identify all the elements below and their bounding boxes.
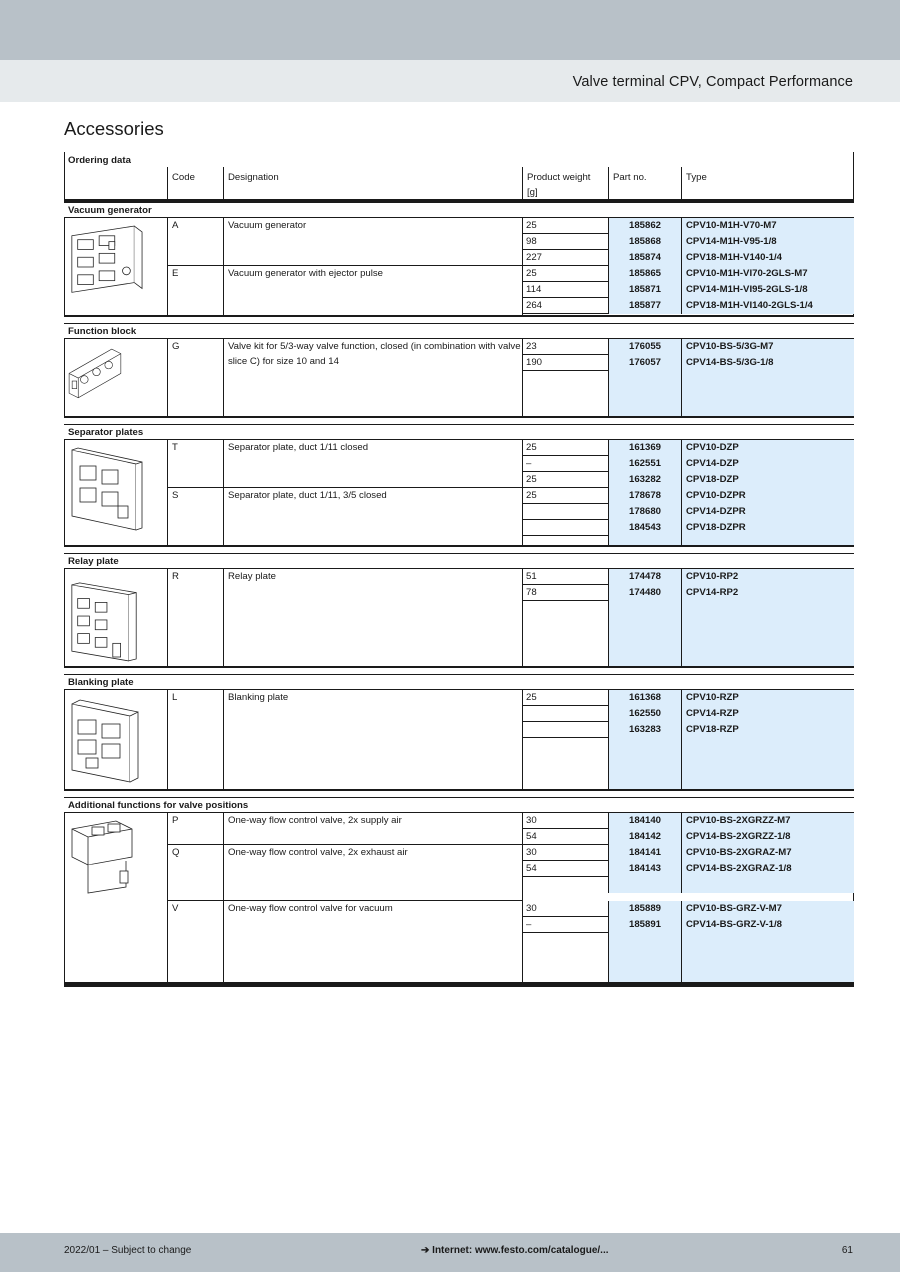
group-bottom-line (64, 545, 854, 546)
footer-date: 2022/01 – Subject to change (64, 1245, 192, 1256)
type-code: CPV14-M1H-VI95-2GLS-1/8 (681, 282, 854, 298)
part-number: 184141 (608, 845, 681, 861)
type-code: CPV14-DZP (681, 456, 854, 472)
type-code: CPV10-DZPR (681, 488, 854, 504)
part-number: 185877 (608, 298, 681, 314)
group-bottom-line (64, 789, 854, 790)
part-number: 185874 (608, 250, 681, 266)
group-title: Vacuum generator (64, 203, 854, 218)
type-code: CPV14-BS-2XGRZZ-1/8 (681, 829, 854, 845)
part-number: 176055 (608, 339, 681, 355)
table-row (522, 472, 854, 488)
page-title: Accessories (64, 118, 164, 139)
product-weight: – (526, 458, 532, 469)
table-row (522, 339, 854, 355)
group-body (64, 813, 854, 983)
column-header-weight (523, 170, 590, 200)
table-groups (64, 203, 854, 983)
column-divider (681, 371, 682, 417)
header-title: Valve terminal CPV, Compact Performance (572, 74, 853, 90)
column-divider (64, 440, 65, 546)
weight-header-line1: Product weight (527, 172, 591, 183)
part-number: 185871 (608, 282, 681, 298)
item-designation: Valve kit for 5/3-way valve function, closed (in combination with valve slice C) for size 10 and 14 (228, 341, 521, 367)
group-spacer (64, 316, 854, 324)
item-designation: One-way flow control valve, 2x supply air (228, 815, 402, 826)
product-weight: 25 (526, 692, 537, 703)
group-title: Function block (64, 324, 854, 339)
item-code: S (172, 490, 179, 501)
part-number: 185891 (608, 917, 681, 933)
item-designation: One-way flow control valve for vacuum (228, 903, 393, 914)
type-code: CPV18-DZPR (681, 520, 854, 536)
group-bottom-line (64, 666, 854, 667)
product-weight: 54 (526, 863, 537, 874)
type-code: CPV10-M1H-VI70-2GLS-M7 (681, 266, 854, 282)
group-spacer (64, 546, 854, 554)
table-row (522, 266, 854, 282)
page-number: 61 (841, 1245, 853, 1256)
group-body (64, 339, 854, 417)
group-body (64, 569, 854, 667)
part-number: 184140 (608, 813, 681, 829)
item-designation: Vacuum generator with ejector pulse (228, 268, 384, 279)
item-code: P (172, 815, 179, 826)
column-header-part-no: Part no. (613, 172, 647, 183)
part-number: 185889 (608, 901, 681, 917)
product-weight: 30 (526, 903, 537, 914)
table-row (522, 440, 854, 456)
footer-internet-link[interactable] (421, 1245, 609, 1256)
empty-cell-fill (608, 877, 854, 893)
item-code: A (172, 220, 179, 231)
type-code: CPV14-M1H-V95-1/8 (681, 234, 854, 250)
empty-cell-fill (608, 601, 854, 667)
column-divider (64, 690, 65, 790)
function-block-image (66, 343, 127, 416)
table-row (522, 901, 854, 917)
empty-cell-fill (608, 738, 854, 790)
table-row (522, 861, 854, 877)
item-code: E (172, 268, 179, 279)
table-row (522, 282, 854, 298)
part-number: 174480 (608, 585, 681, 601)
item-designation: Blanking plate (228, 692, 289, 703)
column-divider (223, 813, 224, 983)
part-number: 174478 (608, 569, 681, 585)
product-weight: 114 (526, 284, 542, 295)
item-code: G (172, 341, 180, 352)
product-weight: – (526, 919, 532, 930)
type-code: CPV10-RZP (681, 690, 854, 706)
table-row (522, 504, 854, 520)
item-designation: Relay plate (228, 571, 276, 582)
top-band (0, 0, 900, 60)
table-row (522, 488, 854, 504)
ordering-data-table (64, 152, 854, 983)
table-row (522, 298, 854, 314)
footer-url: Internet: www.festo.com/catalogue/... (432, 1245, 609, 1256)
part-number: 185862 (608, 218, 681, 234)
column-divider (167, 813, 168, 983)
column-divider (64, 339, 65, 417)
column-divider (64, 569, 65, 667)
type-code: CPV14-DZPR (681, 504, 854, 520)
type-code: CPV10-BS-GRZ-V-M7 (681, 901, 854, 917)
group-title: Additional functions for valve positions (64, 798, 854, 813)
group-title: Separator plates (64, 425, 854, 440)
type-code: CPV14-BS-5/3G-1/8 (681, 355, 854, 371)
table-header (64, 152, 854, 203)
type-code: CPV18-RZP (681, 722, 854, 738)
separator-plate-image (66, 444, 146, 539)
product-weight: 51 (526, 571, 537, 582)
group-spacer (64, 667, 854, 675)
item-designation: Separator plate, duct 1/11 closed (228, 442, 369, 453)
table-row (522, 520, 854, 536)
type-code: CPV14-BS-2XGRAZ-1/8 (681, 861, 854, 877)
part-number: 162551 (608, 456, 681, 472)
type-code: CPV18-DZP (681, 472, 854, 488)
table-row (522, 569, 854, 585)
product-weight (522, 706, 608, 722)
column-divider (681, 933, 682, 983)
item-designation: Vacuum generator (228, 220, 307, 231)
column-header-designation: Designation (228, 172, 279, 183)
item-designation: Separator plate, duct 1/11, 3/5 closed (228, 490, 387, 501)
product-weight: 98 (526, 236, 537, 247)
table-row (522, 690, 854, 706)
type-code: CPV18-M1H-VI140-2GLS-1/4 (681, 298, 854, 314)
group-body (64, 440, 854, 546)
vacuum-generator-image (66, 222, 144, 315)
relay-plate-image (66, 573, 144, 666)
blanking-plate-image (66, 694, 146, 789)
table-row (522, 706, 854, 722)
type-code: CPV10-BS-2XGRAZ-M7 (681, 845, 854, 861)
product-weight: 25 (526, 268, 537, 279)
group-body (64, 218, 854, 316)
part-number: 184142 (608, 829, 681, 845)
table-row (522, 456, 854, 472)
table-row (522, 722, 854, 738)
column-divider (681, 877, 682, 893)
product-weight: 190 (526, 357, 543, 368)
group-title: Relay plate (64, 554, 854, 569)
part-number: 178678 (608, 488, 681, 504)
product-weight: 264 (526, 300, 543, 311)
table-bottom-rule (64, 983, 854, 987)
arrow-right-icon: ➔ (421, 1245, 430, 1256)
part-number: 184543 (608, 520, 681, 536)
product-weight: 30 (526, 847, 537, 858)
product-weight: 25 (526, 474, 537, 485)
table-row (522, 845, 854, 861)
product-weight (522, 722, 608, 738)
empty-cell-fill (608, 933, 854, 983)
column-divider (681, 601, 682, 667)
part-number: 161369 (608, 440, 681, 456)
group-spacer (64, 417, 854, 425)
part-number: 163282 (608, 472, 681, 488)
column-divider (64, 813, 65, 983)
part-number: 162550 (608, 706, 681, 722)
product-weight: 227 (526, 252, 543, 263)
column-divider (64, 218, 65, 316)
table-border-left (64, 152, 65, 199)
type-code: CPV10-RP2 (681, 569, 854, 585)
table-row (522, 355, 854, 371)
table-border-right (853, 152, 854, 199)
type-code: CPV10-M1H-V70-M7 (681, 218, 854, 234)
part-number: 185865 (608, 266, 681, 282)
column-divider (681, 738, 682, 790)
type-code: CPV14-BS-GRZ-V-1/8 (681, 917, 854, 933)
group-bottom-line (64, 315, 854, 316)
table-row (522, 234, 854, 250)
group-spacer (64, 790, 854, 798)
product-weight: 30 (526, 815, 537, 826)
product-weight: 25 (526, 442, 537, 453)
type-code: CPV14-RZP (681, 706, 854, 722)
product-weight: 78 (526, 587, 537, 598)
type-code: CPV10-BS-2XGRZZ-M7 (681, 813, 854, 829)
table-row (522, 250, 854, 266)
table-row (522, 218, 854, 234)
column-divider (223, 690, 224, 790)
weight-header-line2: [g] (527, 187, 538, 198)
part-number: 178680 (608, 504, 681, 520)
item-code: Q (172, 847, 180, 858)
table-row (522, 917, 854, 933)
type-code: CPV10-DZP (681, 440, 854, 456)
item-code: V (172, 903, 179, 914)
product-weight (522, 520, 608, 536)
group-body (64, 690, 854, 790)
part-number: 161368 (608, 690, 681, 706)
group-title: Blanking plate (64, 675, 854, 690)
group-bottom-line (64, 416, 854, 417)
table-row (522, 585, 854, 601)
table-row (522, 813, 854, 829)
column-divider (167, 690, 168, 790)
part-number: 176057 (608, 355, 681, 371)
item-code: L (172, 692, 178, 703)
item-code: R (172, 571, 179, 582)
part-number: 185868 (608, 234, 681, 250)
product-weight: 23 (526, 341, 537, 352)
column-header-code: Code (172, 172, 195, 183)
flow-control-valve-image (66, 817, 146, 912)
product-weight: 25 (526, 490, 537, 501)
product-weight (522, 504, 608, 520)
empty-cell-fill (608, 371, 854, 417)
table-row (522, 829, 854, 845)
part-number: 163283 (608, 722, 681, 738)
part-number: 184143 (608, 861, 681, 877)
table-caption: Ordering data (68, 155, 131, 166)
type-code: CPV10-BS-5/3G-M7 (681, 339, 854, 355)
column-header-type: Type (686, 172, 707, 183)
item-code: T (172, 442, 178, 453)
item-designation: One-way flow control valve, 2x exhaust air (228, 847, 408, 858)
type-code: CPV18-M1H-V140-1/4 (681, 250, 854, 266)
product-weight: 54 (526, 831, 537, 842)
product-weight: 25 (526, 220, 537, 231)
type-code: CPV14-RP2 (681, 585, 854, 601)
